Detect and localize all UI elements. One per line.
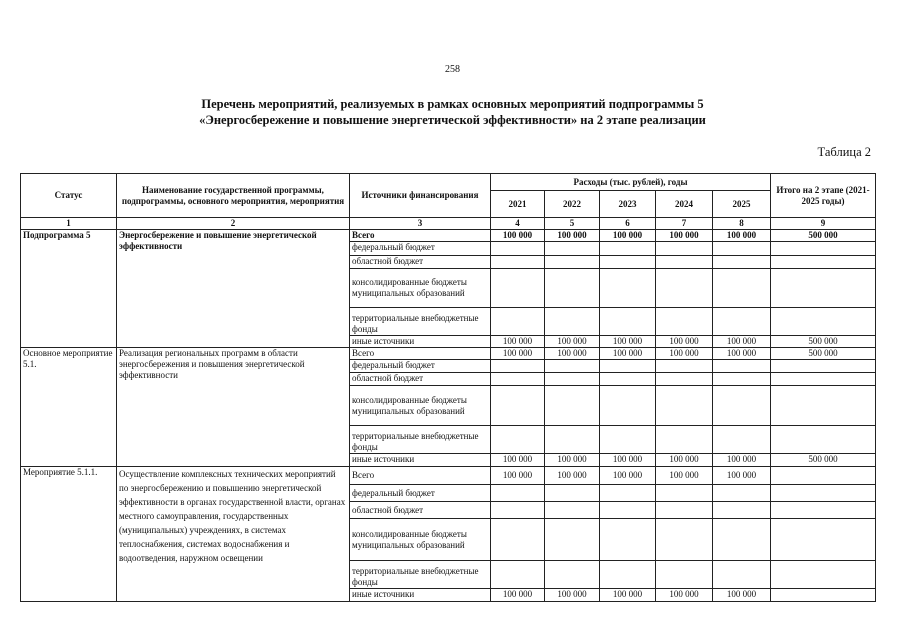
- value-cell: [600, 386, 656, 426]
- status-cell: Мероприятие 5.1.1.: [21, 467, 117, 602]
- value-cell: [491, 386, 545, 426]
- header-expenses: Расходы (тыс. рублей), годы: [491, 174, 771, 191]
- source-cell: Всего: [350, 348, 491, 360]
- value-cell: 100 000: [656, 467, 713, 485]
- value-cell: 100 000: [713, 230, 771, 242]
- value-cell: [600, 308, 656, 336]
- total-cell: 500 000: [771, 454, 876, 467]
- value-cell: [656, 502, 713, 519]
- value-cell: 100 000: [600, 467, 656, 485]
- value-cell: [545, 485, 600, 502]
- value-cell: [491, 373, 545, 386]
- value-cell: 100 000: [600, 454, 656, 467]
- value-cell: 100 000: [545, 467, 600, 485]
- source-cell: областной бюджет: [350, 373, 491, 386]
- value-cell: [656, 308, 713, 336]
- table-row: [21, 348, 876, 360]
- source-cell: консолидированные бюджеты муниципальных образований: [350, 519, 491, 561]
- header-year: 2023: [600, 191, 656, 218]
- column-number: 4: [491, 218, 545, 230]
- value-cell: [545, 360, 600, 373]
- value-cell: 100 000: [600, 589, 656, 602]
- value-cell: [656, 242, 713, 256]
- header-year: 2021: [491, 191, 545, 218]
- value-cell: 100 000: [545, 454, 600, 467]
- value-cell: [600, 502, 656, 519]
- total-cell: [771, 519, 876, 561]
- value-cell: [491, 242, 545, 256]
- value-cell: [713, 426, 771, 454]
- value-cell: 100 000: [545, 348, 600, 360]
- source-cell: федеральный бюджет: [350, 360, 491, 373]
- value-cell: 100 000: [600, 230, 656, 242]
- value-cell: [656, 561, 713, 589]
- source-cell: иные источники: [350, 336, 491, 348]
- name-cell: Энергосбережение и повышение энергетической эффективности: [117, 230, 350, 348]
- value-cell: [713, 269, 771, 308]
- value-cell: [713, 561, 771, 589]
- value-cell: [713, 360, 771, 373]
- value-cell: [545, 561, 600, 589]
- value-cell: [600, 519, 656, 561]
- total-cell: [771, 373, 876, 386]
- source-cell: консолидированные бюджеты муниципальных образований: [350, 386, 491, 426]
- value-cell: [600, 360, 656, 373]
- value-cell: 100 000: [713, 348, 771, 360]
- title-line-1: Перечень мероприятий, реализуемых в рамках основных мероприятий подпрограммы 5: [201, 97, 704, 111]
- source-cell: федеральный бюджет: [350, 485, 491, 502]
- total-cell: [771, 485, 876, 502]
- value-cell: 100 000: [656, 454, 713, 467]
- value-cell: [545, 269, 600, 308]
- status-cell: Основное мероприятие 5.1.: [21, 348, 117, 467]
- header-year: 2022: [545, 191, 600, 218]
- value-cell: [545, 256, 600, 269]
- value-cell: [656, 485, 713, 502]
- value-cell: 100 000: [491, 336, 545, 348]
- source-cell: федеральный бюджет: [350, 242, 491, 256]
- value-cell: 100 000: [491, 589, 545, 602]
- total-cell: [771, 360, 876, 373]
- value-cell: [545, 386, 600, 426]
- total-cell: 500 000: [771, 348, 876, 360]
- page-number: 258: [445, 64, 460, 75]
- column-number: 5: [545, 218, 600, 230]
- value-cell: [545, 308, 600, 336]
- source-cell: консолидированные бюджеты муниципальных образований: [350, 269, 491, 308]
- value-cell: [600, 242, 656, 256]
- value-cell: [713, 242, 771, 256]
- header-year: 2025: [713, 191, 771, 218]
- document-title: [0, 96, 905, 128]
- table-row: [21, 467, 876, 485]
- header-total: Итого на 2 этапе (2021-2025 годы): [771, 174, 876, 218]
- value-cell: [600, 373, 656, 386]
- title-line-2: «Энергосбережение и повышение энергетической эффективности» на 2 этапе реализации: [199, 113, 706, 127]
- value-cell: 100 000: [545, 230, 600, 242]
- value-cell: [656, 360, 713, 373]
- value-cell: [713, 485, 771, 502]
- name-cell: Осуществление комплексных технических мероприятий по энергосбережению и повышению энергетической эффективности в органах государственной власти, органах местного самоуправления, государственных (муниципальных) учреждениях, в системах теплоснабжения, системах водоснабжения и водоотведения, наружном освещении: [117, 467, 350, 602]
- total-cell: [771, 561, 876, 589]
- source-cell: иные источники: [350, 454, 491, 467]
- value-cell: [656, 269, 713, 308]
- value-cell: 100 000: [713, 336, 771, 348]
- value-cell: 100 000: [545, 336, 600, 348]
- value-cell: [656, 426, 713, 454]
- total-cell: 500 000: [771, 230, 876, 242]
- header-year: 2024: [656, 191, 713, 218]
- value-cell: 100 000: [491, 467, 545, 485]
- value-cell: [656, 386, 713, 426]
- source-cell: территориальные внебюджетные фонды: [350, 561, 491, 589]
- total-cell: [771, 308, 876, 336]
- value-cell: [545, 242, 600, 256]
- value-cell: 100 000: [656, 348, 713, 360]
- header-status: Статус: [21, 174, 117, 218]
- source-cell: областной бюджет: [350, 502, 491, 519]
- total-cell: [771, 589, 876, 602]
- value-cell: [491, 561, 545, 589]
- header-source: Источники финансирования: [350, 174, 491, 218]
- table-header: [21, 174, 876, 230]
- value-cell: [713, 502, 771, 519]
- value-cell: [656, 256, 713, 269]
- status-cell: Подпрограмма 5: [21, 230, 117, 348]
- value-cell: 100 000: [656, 589, 713, 602]
- total-cell: 500 000: [771, 336, 876, 348]
- value-cell: 100 000: [600, 348, 656, 360]
- value-cell: [713, 373, 771, 386]
- value-cell: 100 000: [491, 454, 545, 467]
- column-number: 9: [771, 218, 876, 230]
- value-cell: [600, 269, 656, 308]
- value-cell: [600, 256, 656, 269]
- value-cell: [713, 386, 771, 426]
- value-cell: [545, 373, 600, 386]
- source-cell: Всего: [350, 230, 491, 242]
- value-cell: 100 000: [713, 589, 771, 602]
- source-cell: областной бюджет: [350, 256, 491, 269]
- value-cell: [491, 519, 545, 561]
- total-cell: [771, 269, 876, 308]
- value-cell: [545, 426, 600, 454]
- header-name: Наименование государственной программы, подпрограммы, основного мероприятия, мероприятия: [117, 174, 350, 218]
- value-cell: [713, 519, 771, 561]
- value-cell: [545, 519, 600, 561]
- value-cell: [491, 256, 545, 269]
- value-cell: 100 000: [491, 230, 545, 242]
- column-number: 1: [21, 218, 117, 230]
- column-number: 7: [656, 218, 713, 230]
- value-cell: 100 000: [656, 336, 713, 348]
- value-cell: [491, 502, 545, 519]
- total-cell: [771, 386, 876, 426]
- source-cell: Всего: [350, 467, 491, 485]
- value-cell: [491, 308, 545, 336]
- value-cell: [656, 519, 713, 561]
- table-label: Таблица 2: [817, 145, 871, 159]
- source-cell: территориальные внебюджетные фонды: [350, 308, 491, 336]
- value-cell: 100 000: [656, 230, 713, 242]
- column-number: 8: [713, 218, 771, 230]
- value-cell: [545, 502, 600, 519]
- value-cell: 100 000: [713, 467, 771, 485]
- total-cell: [771, 467, 876, 485]
- source-cell: территориальные внебюджетные фонды: [350, 426, 491, 454]
- total-cell: [771, 426, 876, 454]
- value-cell: [600, 485, 656, 502]
- total-cell: [771, 242, 876, 256]
- value-cell: [656, 373, 713, 386]
- column-number: 6: [600, 218, 656, 230]
- value-cell: 100 000: [491, 348, 545, 360]
- value-cell: 100 000: [713, 454, 771, 467]
- value-cell: 100 000: [600, 336, 656, 348]
- total-cell: [771, 256, 876, 269]
- expenses-table: [20, 173, 876, 602]
- value-cell: [491, 360, 545, 373]
- value-cell: [491, 269, 545, 308]
- table-body: [21, 230, 876, 602]
- value-cell: 100 000: [545, 589, 600, 602]
- value-cell: [491, 426, 545, 454]
- column-number: 3: [350, 218, 491, 230]
- column-number: 2: [117, 218, 350, 230]
- value-cell: [491, 485, 545, 502]
- total-cell: [771, 502, 876, 519]
- name-cell: Реализация региональных программ в области энергосбережения и повышения энергетической эффективности: [117, 348, 350, 467]
- source-cell: иные источники: [350, 589, 491, 602]
- value-cell: [713, 256, 771, 269]
- value-cell: [713, 308, 771, 336]
- value-cell: [600, 426, 656, 454]
- table-row: [21, 230, 876, 242]
- value-cell: [600, 561, 656, 589]
